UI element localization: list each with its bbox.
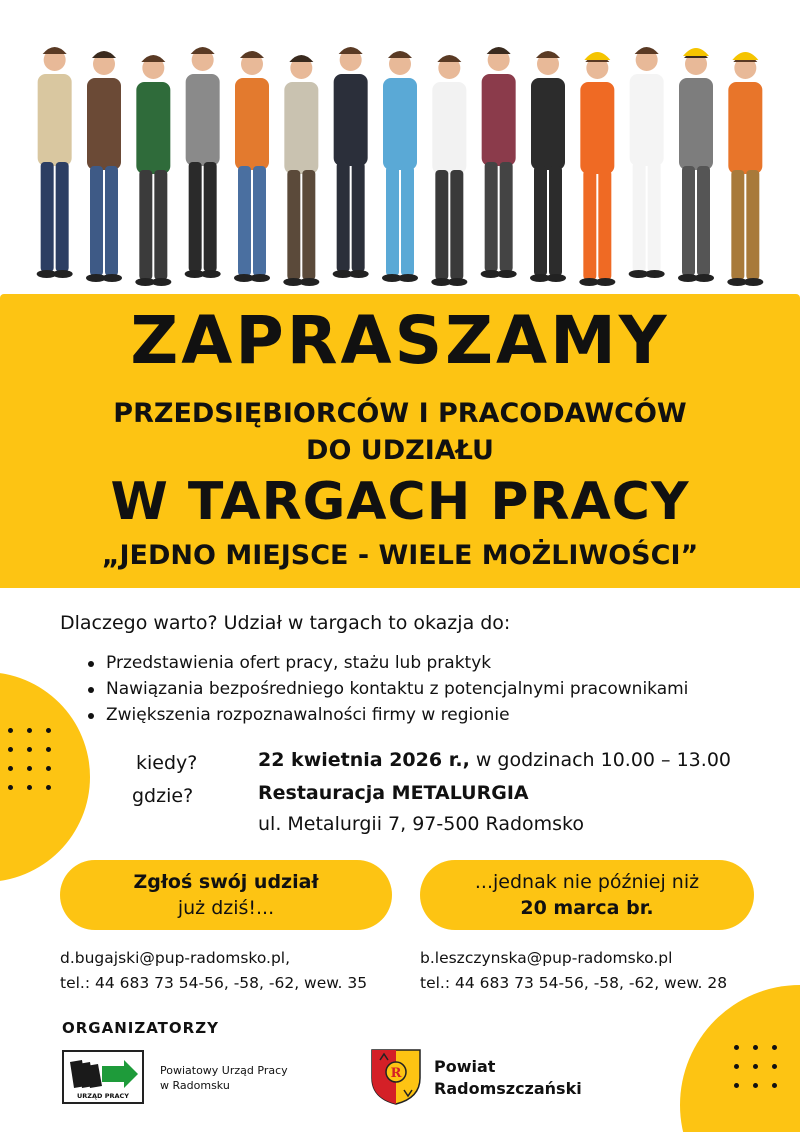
event-headline: W TARGACH PRACY — [110, 472, 690, 532]
cta-deadline-line1: ...jednak nie później niż — [474, 871, 700, 893]
contact-email[interactable]: b.leszczynska@pup-radomsko.pl — [420, 949, 673, 967]
event-hours: w godzinach 10.00 – 13.00 — [469, 749, 731, 771]
intro-text: Dlaczego warto? Udział w targach to okazja do: — [60, 612, 511, 634]
decorative-dots-right — [734, 1045, 777, 1088]
subheadline-line2: DO UDZIAŁU — [306, 435, 494, 466]
coat-of-arms-icon — [370, 1046, 422, 1106]
when-label: kiedy? — [136, 752, 198, 774]
list-item: Przedstawienia ofert pracy, stażu lub praktyk — [88, 650, 688, 676]
powiat-name-line1: Powiat — [434, 1057, 496, 1076]
contact-right — [420, 946, 727, 996]
event-slogan: „JEDNO MIEJSCE - WIELE MOŻLIWOŚCI” — [101, 540, 699, 571]
venue-name: Restauracja METALURGIA — [258, 782, 529, 804]
powiat-name-line2: Radomszczański — [434, 1079, 582, 1098]
cta-register-line1: Zgłoś swój udział — [133, 871, 319, 893]
decorative-dots-left — [8, 728, 51, 790]
venue-address: ul. Metalurgii 7, 97-500 Radomsko — [258, 813, 585, 835]
subheadline-line1: PRZEDSIĘBIORCÓW I PRACODAWCÓW — [113, 398, 687, 429]
where-label: gdzie? — [132, 785, 194, 807]
powiat-name — [434, 1056, 582, 1100]
contact-left — [60, 946, 367, 996]
pup-logo — [62, 1050, 144, 1104]
contact-phone: tel.: 44 683 73 54-56, -58, -62, wew. 28 — [420, 974, 728, 992]
pup-logo-icon — [64, 1052, 142, 1102]
pup-name-line2: w Radomsku — [160, 1079, 230, 1092]
cta-deadline-line2: 20 marca br. — [520, 897, 654, 919]
list-item: Zwiększenia rozpoznawalności firmy w regionie — [88, 702, 688, 728]
cta-register-line2: już dziś!... — [177, 897, 275, 919]
event-date: 22 kwietnia 2026 r., — [258, 749, 470, 771]
list-item: Nawiązania bezpośredniego kontaktu z potencjalnymi pracownikami — [88, 676, 688, 702]
cta-register-pill — [60, 860, 392, 930]
organizers-title: ORGANIZATORZY — [62, 1019, 219, 1037]
headline: ZAPRASZAMY — [130, 302, 670, 379]
pup-name — [160, 1063, 288, 1093]
benefits-list — [88, 650, 688, 728]
contact-email[interactable]: d.bugajski@pup-radomsko.pl, — [60, 949, 291, 967]
pup-name-line1: Powiatowy Urząd Pracy — [160, 1064, 288, 1077]
pup-logo-text: URZĄD PRACY — [77, 1092, 129, 1100]
when-value — [258, 749, 731, 771]
cta-deadline-pill — [420, 860, 754, 930]
headline-banner — [0, 294, 800, 588]
contact-phone: tel.: 44 683 73 54-56, -58, -62, wew. 35 — [60, 974, 368, 992]
workers-group-illustration — [30, 28, 770, 290]
svg-text:R: R — [390, 1066, 402, 1081]
